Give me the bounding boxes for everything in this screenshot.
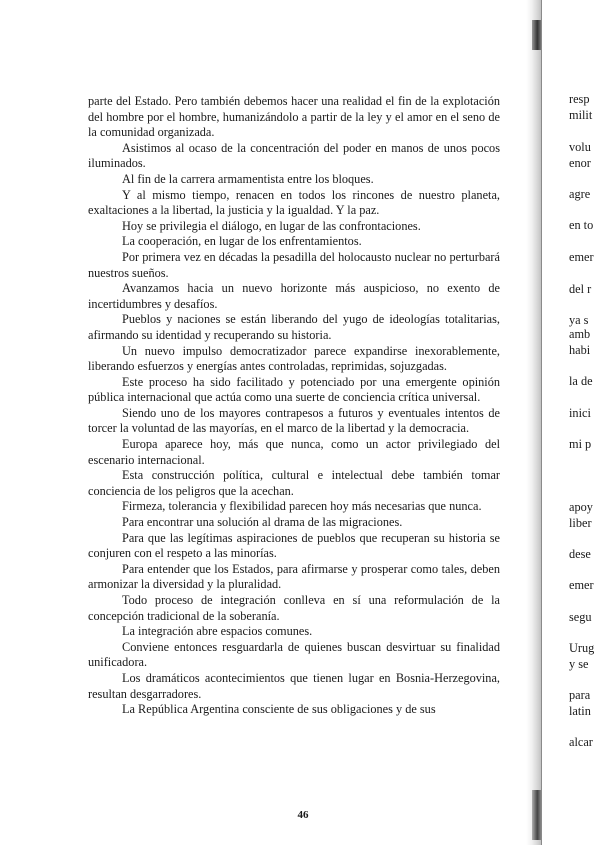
gutter-shadow-top bbox=[532, 20, 541, 50]
paragraph: Por primera vez en décadas la pesadilla del holocausto nuclear no perturbará nuestros sueños. bbox=[88, 249, 500, 280]
paragraph: Para que las legítimas aspiraciones de pueblos que recuperan su historia se conjuren con el respeto a las minorías. bbox=[88, 530, 500, 561]
right-page-fragment: volu bbox=[569, 140, 591, 154]
paragraph: La cooperación, en lugar de los enfrentamientos. bbox=[122, 234, 362, 249]
paragraph: Para encontrar una solución al drama de las migraciones. bbox=[122, 515, 403, 530]
left-page-body-text bbox=[88, 94, 500, 718]
right-page-fragment: emer bbox=[569, 578, 594, 592]
right-page-fragment: alcar bbox=[569, 735, 593, 749]
right-page-fragment: apoy bbox=[569, 500, 593, 514]
right-page-fragment: ya s bbox=[569, 313, 589, 327]
paragraph: Firmeza, tolerancia y flexibilidad parecen hoy más necesarias que nunca. bbox=[122, 499, 482, 514]
paragraph: Asistimos al ocaso de la concentración del poder en manos de unos pocos iluminados. bbox=[88, 140, 500, 171]
right-page-fragment: latin bbox=[569, 704, 591, 718]
gutter-shadow-bottom bbox=[532, 790, 541, 840]
paragraph: Esta construcción política, cultural e intelectual debe también tomar conciencia de los peligros que la acechan. bbox=[88, 468, 500, 498]
paragraph: Este proceso ha sido facilitado y potenciado por una emergente opinión pública internacional que actúa como una suerte de conciencia crítica universal. bbox=[88, 374, 500, 405]
paragraph: Pueblos y naciones se están liberando del yugo de ideologías totalitarias, afirmando su identidad y recuperando su historia. bbox=[88, 312, 500, 342]
right-page-fragment: y se bbox=[569, 657, 589, 671]
right-page-fragment: habi bbox=[569, 343, 591, 357]
book-gutter bbox=[526, 0, 542, 845]
paragraph: Avanzamos hacia un nuevo horizonte más auspicioso, no exento de incertidumbres y desafíos. bbox=[88, 281, 500, 311]
paragraph: Todo proceso de integración conlleva en sí una reformulación de la concepción tradicional de la soberanía. bbox=[88, 593, 500, 623]
right-page-fragment: en to bbox=[569, 218, 594, 232]
right-page-fragment: agre bbox=[569, 187, 591, 201]
right-page-fragment: resp bbox=[569, 92, 590, 106]
right-page-fragment: liber bbox=[569, 516, 592, 530]
paragraph: Al fin de la carrera armamentista entre los bloques. bbox=[122, 171, 374, 186]
right-page-fragment: la de bbox=[569, 374, 593, 388]
paragraph: Los dramáticos acontecimientos que tienen lugar en Bosnia-Herzegovina, resultan desgarradores. bbox=[88, 670, 500, 701]
paragraph: Para entender que los Estados, para afirmarse y prosperar como tales, deben armonizar la diversidad y la pluralidad. bbox=[88, 561, 500, 592]
paragraph: Siendo uno de los mayores contrapesos a futuros y eventuales intentos de torcer la voluntad de las mayorías, en el marco de la libertad y la democracia. bbox=[88, 405, 500, 436]
page-number: 46 bbox=[297, 809, 309, 821]
right-page-fragment: dese bbox=[569, 547, 591, 561]
right-page-fragment: mi p bbox=[569, 437, 592, 451]
paragraph: La República Argentina consciente de sus obligaciones y de sus bbox=[122, 702, 436, 717]
right-page-fragment: milit bbox=[569, 108, 593, 122]
right-page-fragment: emer bbox=[569, 250, 594, 264]
paragraph: parte del Estado. Pero también debemos hacer una realidad el fin de la explotación del hombre por el hombre, humanizándolo a partir de la ley y el amor en el seno de la comunidad organizada. bbox=[88, 94, 500, 140]
paragraph: Europa aparece hoy, más que nunca, como un actor privilegiado del escenario internacional. bbox=[88, 437, 500, 467]
right-page-fragment: segu bbox=[569, 610, 592, 624]
right-page-fragment: inici bbox=[569, 406, 591, 420]
right-page-fragment: amb bbox=[569, 327, 591, 341]
right-page-fragment: Urug bbox=[569, 641, 595, 655]
paragraph: Conviene entonces resguardarla de quienes buscan desvirtuar su finalidad unificadora. bbox=[88, 639, 500, 670]
right-page-fragment: para bbox=[569, 688, 591, 702]
right-page-fragment: del r bbox=[569, 282, 592, 296]
paragraph: Y al mismo tiempo, renacen en todos los rincones de nuestro planeta, exaltaciones a la libertad, la justicia y la igualdad. Y la paz. bbox=[88, 187, 500, 218]
right-page-cropped-text bbox=[542, 0, 600, 845]
right-page-fragment: enor bbox=[569, 156, 591, 170]
paragraph: Un nuevo impulso democratizador parece expandirse inexorablemente, liberando esfuerzos y energías antes controladas, reprimidas, sojuzgadas. bbox=[88, 343, 500, 374]
paragraph: La integración abre espacios comunes. bbox=[122, 624, 313, 639]
paragraph: Hoy se privilegia el diálogo, en lugar de las confrontaciones. bbox=[122, 218, 421, 233]
